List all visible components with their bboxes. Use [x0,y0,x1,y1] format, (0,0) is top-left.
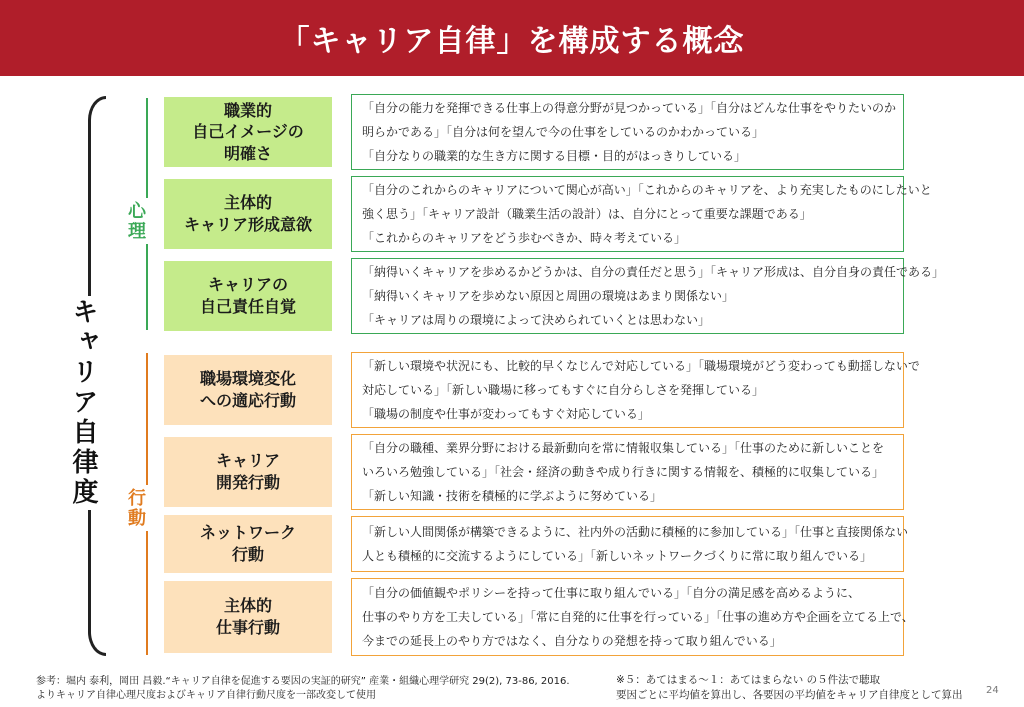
description-box [351,258,945,334]
factor-label-line: 仕事行動 [215,618,280,637]
factor-label-line: 行動 [231,545,264,564]
description-line: 今までの延長上のやり方ではなく、自分なりの発想を持って取り組んでいる」 [362,634,782,648]
description-line: 「職場の制度や仕事が変わってもすぐ対応している」 [362,407,650,421]
description-line: 「自分の職種、業界分野における最新動向を常に情報収集している」「仕事のために新しいことを [362,441,885,455]
category-psych-label: 心理 [128,198,148,244]
description-box [351,578,914,656]
description-line: 「自分のこれからのキャリアについて関心が高い」「これからのキャリアを、より充実したものにしたいと [362,183,932,197]
description-line: 「自分なりの職業的な生き方に関する目標・目的がはっきりしている」 [362,149,747,163]
factor-box [164,355,332,425]
factor-box [164,515,332,573]
factor-label-line: 明確さ [223,143,272,163]
factor-label-line: 自己責任自覚 [199,297,296,316]
scale-note-line: ※５：あてはまる〜１：あてはまらない の５件法で聴取 [616,674,881,686]
factor-label-line: 開発行動 [215,473,280,492]
factor-label-line: 主体的 [223,193,272,213]
description-line: 人とも積極的に交流するようにしている」「新しいネットワークづくりに常に取り組んでいる」 [362,549,873,563]
description-line: 「新しい環境や状況にも、比較的早くなじんで対応している」「職場環境がどう変わっても動揺しないで [362,359,920,373]
description-line: 「自分の能力を発揮できる仕事上の得意分野が見つかっている」「自分はどんな仕事をやりたいのか [362,101,897,115]
description-line: 「キャリアは周りの環境によって決められていくとは思わない」 [362,313,711,327]
title-bar [0,0,1024,76]
reference-line: 参考：堀内 泰利，岡田 昌毅.“キャリア自律を促進する要因の実証的研究” 産業・組織心理学研究 29(2), 73-86, 2016. [36,676,570,687]
reference-note [36,675,570,703]
factor-label-line: 職業的 [223,100,272,120]
reference-line: よりキャリア自律心理尺度およびキャリア自律行動尺度を一部改変して使用 [36,690,376,701]
description-box [351,516,909,572]
page-number: 24 [986,685,999,696]
factor-label-line: キャリアの [207,275,288,295]
description-box [351,434,904,510]
description-line: 対応している」「新しい職場に移ってもすぐに自分らしさを発揮している」 [362,383,765,397]
description-line: 「新しい知識・技術を積極的に学ぶように努めている」 [362,489,663,503]
factor-label-line: 主体的 [223,596,272,616]
description-line: 「これからのキャリアをどう歩むべきか、時々考えている」 [362,231,687,245]
description-line: 明らかである」「自分は何を望んで今の仕事をしているのかわかっている」 [362,125,765,139]
factor-box [164,97,332,167]
factor-box [164,581,332,653]
factor-label-line: キャリア [215,451,280,471]
factor-box [164,179,332,249]
category-action-label: 行動 [128,485,148,531]
description-box [351,176,932,252]
slide-title: 「キャリア自律」を構成する概念 [279,24,745,59]
factor-label-line: 自己イメージの [192,122,304,142]
description-line: 「納得いくキャリアを歩めない原因と周囲の環境はあまり関係ない」 [362,289,735,303]
factor-label-line: キャリア形成意欲 [183,215,312,234]
factor-box [164,437,332,507]
factor-label-line: への適応行動 [199,391,296,410]
description-line: 「新しい人間関係が構築できるように、社内外の活動に積極的に参加している」「仕事と直接関係ない [362,525,909,539]
description-box [351,94,904,170]
scale-note-line: 要因ごとに平均値を算出し、各要因の平均値をキャリア自律度として算出 [616,689,963,701]
scale-note [616,673,963,703]
description-line: 強く思う」「キャリア設計（職業生活の設計）は、自分にとって重要な課題である」 [362,207,812,221]
main-label: キャリア自律度 [66,296,102,510]
description-line: 「自分の価値観やポリシーを持って仕事に取り組んでいる」「自分の満足感を高めるように、 [362,586,861,600]
factor-label-line: 職場環境変化 [199,369,296,389]
factor-label-line: ネットワーク [199,523,296,543]
factor-box [164,261,332,331]
description-line: 「納得いくキャリアを歩めるかどうかは、自分の責任だと思う」「キャリア形成は、自分自身の責任である」 [362,265,945,279]
description-box [351,352,920,428]
description-line: 仕事のやり方を工夫している」「常に自発的に仕事を行っている」「仕事の進め方や企画を立てる上で、 [362,610,914,624]
description-line: いろいろ勉強している」「社会・経済の動きや成り行きに関する情報を、積極的に収集している」 [362,465,885,479]
